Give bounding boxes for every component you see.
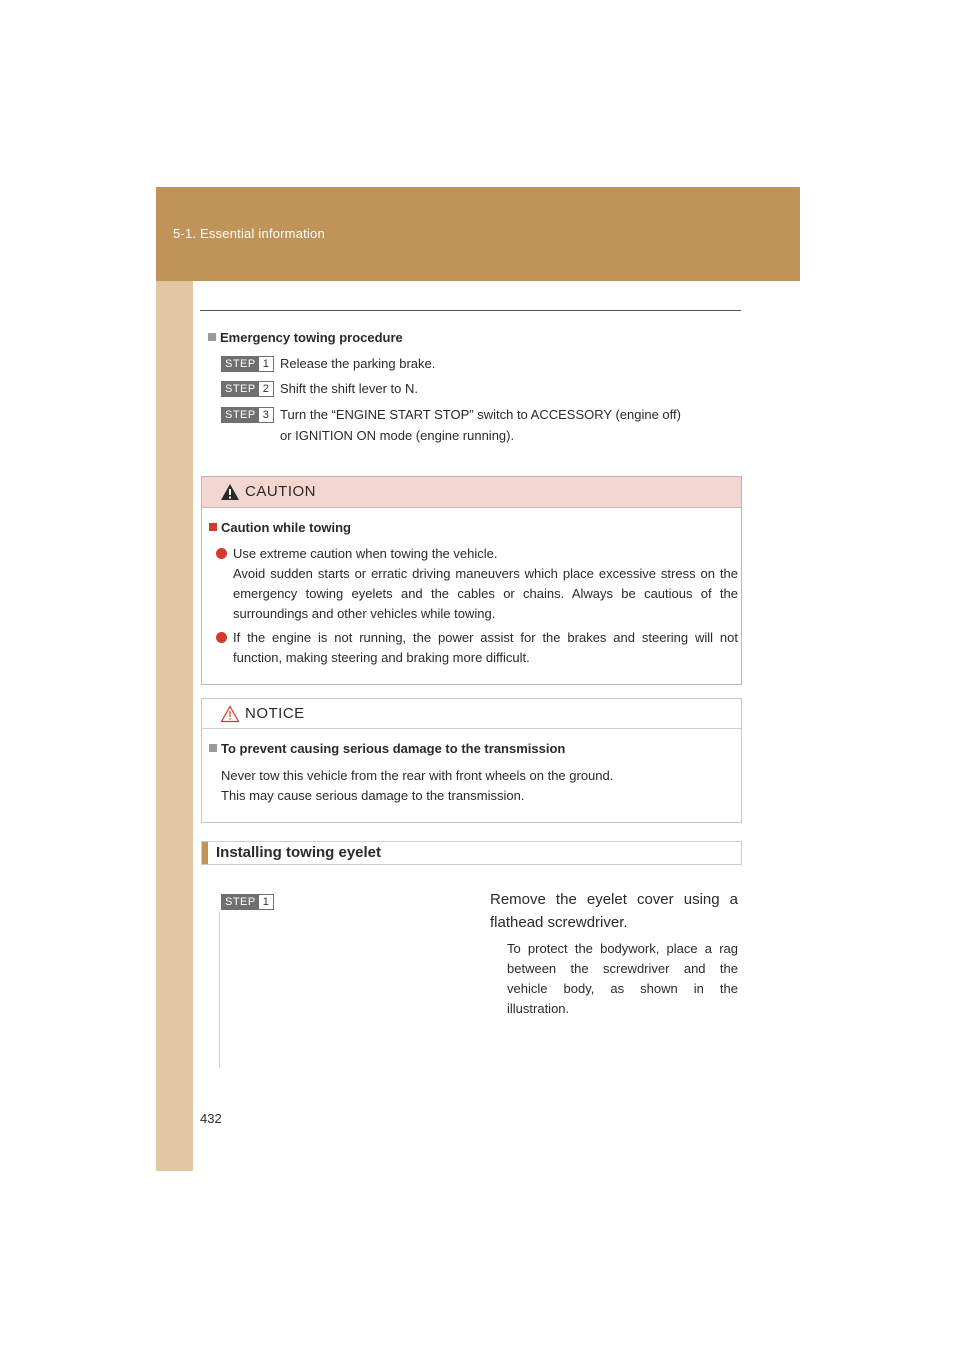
- emergency-heading-text: Emergency towing procedure: [220, 330, 403, 345]
- section-label: 5-1. Essential information: [173, 226, 325, 241]
- step-badge-label: STEP: [222, 382, 259, 396]
- side-strip: [156, 187, 193, 1171]
- notice-box: [201, 698, 742, 823]
- step-badge-number: 1: [259, 357, 273, 371]
- notice-line-2: This may cause serious damage to the transmission.: [221, 788, 525, 803]
- notice-header: [202, 699, 741, 729]
- caution-subheading-text: Caution while towing: [221, 520, 351, 535]
- illustration-divider: [219, 912, 220, 1068]
- step-badge-label: STEP: [222, 895, 259, 909]
- caution-bullet-1-body: Avoid sudden starts or erratic driving maneuvers which place excessive stress on the emergency towing eyelets and the cables or chains. Always be cautious of the surroundings and other vehicles while towing.: [233, 566, 738, 621]
- step-badge-1: [221, 356, 274, 372]
- heading-accent: [202, 842, 208, 864]
- caution-title: CAUTION: [245, 483, 316, 500]
- step-badge-number: 2: [259, 382, 273, 396]
- page-number: 432: [200, 1111, 222, 1126]
- square-marker-icon: [209, 523, 217, 531]
- step-badge-2: [221, 381, 274, 397]
- notice-subheading: [209, 741, 565, 756]
- square-marker-icon: [209, 744, 217, 752]
- caution-bullet-1-line1: Use extreme caution when towing the vehicle.: [233, 546, 498, 561]
- bullet-dot-icon: [216, 548, 227, 559]
- notice-subheading-text: To prevent causing serious damage to the transmission: [221, 741, 566, 756]
- step-badge-label: STEP: [222, 357, 259, 371]
- caution-bullet-2-text: If the engine is not running, the power assist for the brakes and steering will not function, making steering and braking more difficult.: [233, 630, 738, 665]
- top-rule: [200, 310, 741, 311]
- step-badge-3: [221, 407, 274, 423]
- install-note: To protect the bodywork, place a rag between the screwdriver and the vehicle body, as shown in the illustration.: [507, 941, 738, 1016]
- caution-box: [201, 476, 742, 685]
- notice-line-1: Never tow this vehicle from the rear with front wheels on the ground.: [221, 768, 614, 783]
- notice-title: NOTICE: [245, 705, 305, 722]
- install-step-badge: [221, 894, 274, 910]
- caution-header: [202, 477, 741, 508]
- install-step-text: Remove the eyelet cover using a flathead screwdriver.: [490, 891, 738, 931]
- warning-triangle-icon: [220, 483, 240, 501]
- step-2-text: Shift the shift lever to N.: [280, 381, 419, 396]
- step-3-text-line1: Turn the “ENGINE START STOP” switch to ACCESSORY (engine off): [280, 407, 681, 422]
- install-heading-bar: [201, 841, 742, 865]
- step-1-text: Release the parking brake.: [280, 356, 436, 371]
- step-3-text-line2: or IGNITION ON mode (engine running).: [280, 428, 515, 443]
- square-marker-icon: [208, 333, 216, 341]
- warning-triangle-icon: [220, 705, 240, 723]
- emergency-heading: [208, 330, 403, 345]
- install-title: Installing towing eyelet: [216, 844, 382, 861]
- bullet-dot-icon: [216, 632, 227, 643]
- step-badge-label: STEP: [222, 408, 259, 422]
- step-badge-number: 1: [259, 895, 273, 909]
- step-badge-number: 3: [259, 408, 273, 422]
- caution-subheading: [209, 520, 351, 535]
